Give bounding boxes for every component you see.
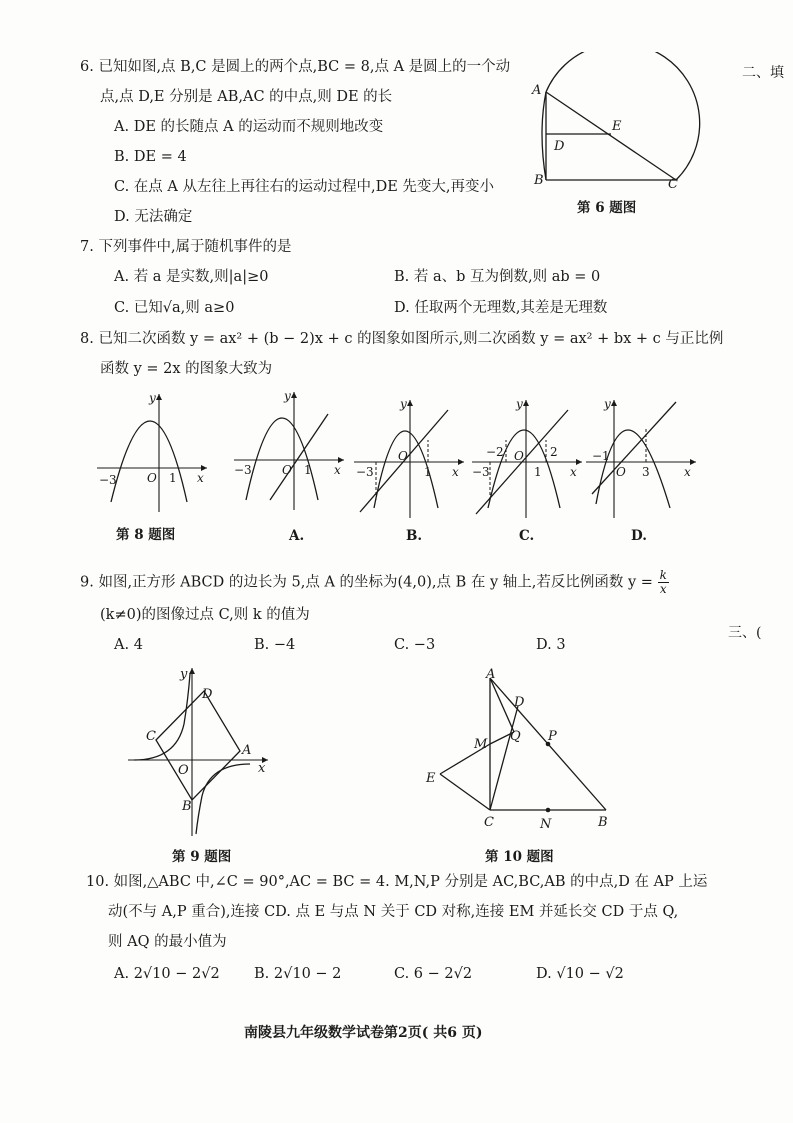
q10-option-d: D. √10 − √2: [536, 966, 624, 982]
q8-ga-y-label: y: [284, 389, 291, 403]
q8-gd-origin: O: [616, 465, 626, 479]
q9-option-d: D. 3: [536, 637, 566, 653]
q10-label-n: N: [540, 817, 552, 832]
q10-option-a: A. 2√10 − 2√2: [114, 966, 220, 982]
q6-label-c: C: [668, 177, 678, 192]
q8-caption-d: D.: [631, 528, 647, 544]
margin-section-two: 二、填: [742, 65, 784, 81]
q10-option-c: C. 6 − 2√2: [394, 966, 473, 982]
page-footer: 南陵县九年级数学试卷第2页( 共6 页): [244, 1025, 483, 1041]
q8-gc-x-label: x: [570, 465, 577, 479]
q10-option-b: B. 2√10 − 2: [254, 966, 342, 982]
q6-label-a: A: [532, 83, 542, 98]
q8-ga-tick-1: 1: [304, 463, 312, 477]
q6-stem-line2: 点,点 D,E 分别是 AB,AC 的中点,则 DE 的长: [100, 89, 393, 105]
margin-section-three: 三、(: [728, 625, 762, 641]
q8-gd-tick-neg1: −1: [592, 449, 610, 463]
q7-stem: 7. 下列事件中,属于随机事件的是: [80, 239, 292, 255]
q8-graph-d: [584, 396, 699, 521]
q10-stem-line3: 则 AQ 的最小值为: [108, 934, 227, 950]
q8-ga-x-label: x: [334, 463, 341, 477]
q10-label-e: E: [426, 771, 436, 786]
q6-stem-line1: 6. 已知如图,点 B,C 是圆上的两个点,BC = 8,点 A 是圆上的一个动: [80, 59, 511, 75]
q8-stem-line2: 函数 y = 2x 的图象大致为: [100, 361, 273, 377]
q8-gb-tick-1: 1: [424, 465, 432, 479]
q7-option-c: C. 已知√a,则 a≥0: [114, 300, 235, 316]
q10-label-d: D: [514, 695, 525, 710]
q8-gd-tick-3: 3: [642, 465, 650, 479]
q9-fraction-k-over-x: [658, 569, 669, 596]
q8-graph-question: [95, 390, 210, 515]
q10-caption: 第 10 题图: [485, 849, 554, 865]
q6-label-e: E: [612, 119, 622, 134]
q6-figure: [528, 52, 718, 192]
q10-label-a: A: [486, 667, 496, 682]
q9-stem-line2: (k≠0)的图像过点 C,则 k 的值为: [100, 607, 310, 623]
q8-graph-b: [352, 396, 467, 521]
q6-caption: 第 6 题图: [577, 200, 637, 216]
q8-graph-c: [470, 396, 585, 521]
q10-label-q: Q: [510, 729, 521, 744]
q8-gc-tick-2: 2: [550, 445, 558, 459]
q8-g0-origin: O: [147, 471, 157, 485]
q6-label-d: D: [554, 139, 565, 154]
q7-option-a: A. 若 a 是实数,则|a|≥0: [114, 269, 269, 285]
q8-caption-b: B.: [406, 528, 423, 544]
q8-g0-y-label: y: [149, 391, 156, 405]
q10-label-b: B: [598, 815, 608, 830]
q6-option-c: C. 在点 A 从左往上再往右的运动过程中,DE 先变大,再变小: [114, 179, 495, 195]
q8-g0-x-label: x: [197, 471, 204, 485]
q10-label-p: P: [548, 729, 557, 744]
q8-g0-tick-1: 1: [169, 471, 177, 485]
q9-frac-num: k: [659, 568, 667, 582]
q8-caption-question: 第 8 题图: [116, 527, 176, 543]
q9-label-o: O: [178, 763, 189, 778]
q10-stem-line2: 动(不与 A,P 重合),连接 CD. 点 E 与点 N 关于 CD 对称,连接 EM 并延长交 CD 于点 Q,: [108, 904, 679, 920]
q8-gb-origin: O: [398, 449, 408, 463]
q8-gb-x-label: x: [452, 465, 459, 479]
q9-label-b: B: [182, 799, 192, 814]
q6-option-a: A. DE 的长随点 A 的运动而不规则地改变: [114, 119, 384, 135]
q9-caption: 第 9 题图: [172, 849, 232, 865]
q8-gd-x-label: x: [684, 465, 691, 479]
q9-label-x: x: [258, 761, 266, 776]
q8-gb-y-label: y: [400, 397, 407, 411]
q10-figure: [422, 664, 622, 834]
q9-frac-den: x: [659, 582, 667, 597]
q8-gb-tick-neg3: −3: [356, 465, 374, 479]
q6-option-d: D. 无法确定: [114, 209, 193, 225]
q10-label-m: M: [474, 737, 488, 752]
q9-label-a: A: [242, 743, 252, 758]
q9-option-c: C. −3: [394, 637, 436, 653]
q10-label-c: C: [484, 815, 494, 830]
q8-gc-tick-neg2: −2: [486, 445, 504, 459]
q8-caption-c: C.: [519, 528, 535, 544]
q8-ga-tick-neg3: −3: [234, 463, 252, 477]
q9-stem-line1: [80, 569, 669, 596]
q8-gc-y-label: y: [516, 397, 523, 411]
q9-option-a: A. 4: [114, 637, 143, 653]
q10-stem-line1: 10. 如图,△ABC 中,∠C = 90°,AC = BC = 4. M,N,P 分别是 AC,BC,AB 的中点,D 在 AP 上运: [86, 874, 708, 890]
q8-gc-tick-neg3: −3: [472, 465, 490, 479]
q8-g0-tick-neg3: −3: [99, 473, 117, 487]
q9-label-y: y: [180, 667, 188, 682]
q8-caption-a: A.: [289, 528, 305, 544]
q8-gc-origin: O: [514, 449, 524, 463]
q9-stem-text: 9. 如图,正方形 ABCD 的边长为 5,点 A 的坐标为(4,0),点 B 在 y 轴上,若反比例函数 y =: [80, 574, 653, 591]
q9-figure: [120, 664, 270, 839]
q8-gd-y-label: y: [604, 397, 611, 411]
q9-option-b: B. −4: [254, 637, 296, 653]
q6-option-b: B. DE = 4: [114, 149, 187, 165]
q8-graph-a: [232, 388, 347, 513]
q8-stem-line1: 8. 已知二次函数 y = ax² + (b − 2)x + c 的图象如图所示,则二次函数 y = ax² + bx + c 与正比例: [80, 331, 724, 347]
q9-label-c: C: [146, 729, 156, 744]
q9-label-d: D: [202, 687, 213, 702]
q6-label-b: B: [534, 173, 544, 188]
q7-option-b: B. 若 a、b 互为倒数,则 ab = 0: [394, 269, 601, 285]
q7-option-d: D. 任取两个无理数,其差是无理数: [394, 300, 608, 316]
q8-ga-origin: O: [282, 463, 292, 477]
q8-gc-tick-1: 1: [534, 465, 542, 479]
